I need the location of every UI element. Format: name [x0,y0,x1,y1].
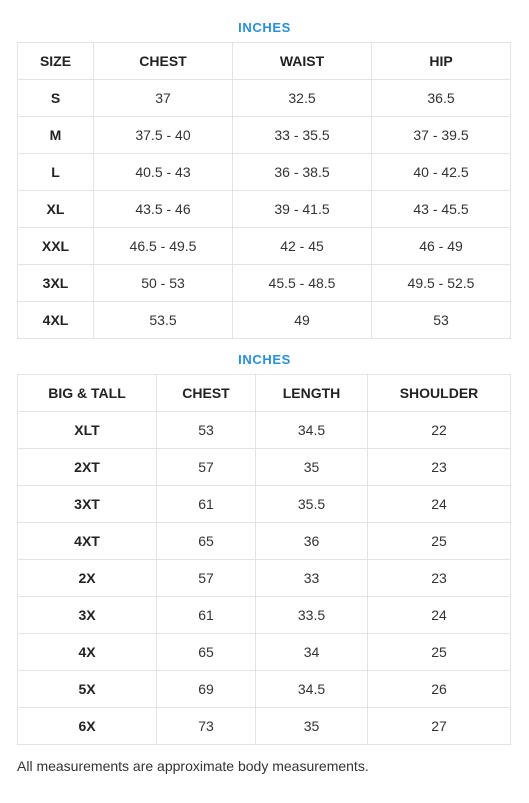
table-header-row [18,375,511,412]
measurement-cell: 23 [368,449,511,486]
table-row [18,412,511,449]
measurement-cell: 69 [157,671,256,708]
size-label-cell: L [18,154,94,191]
measurement-cell: 61 [157,486,256,523]
size-label-cell: 5X [18,671,157,708]
size-label-cell: S [18,80,94,117]
measurement-cell: 61 [157,597,256,634]
table-row [18,228,511,265]
standard-size-table [17,42,511,339]
size-label-cell: 6X [18,708,157,745]
measurement-cell: 34 [256,634,368,671]
column-header: CHEST [94,43,233,80]
measurement-cell: 35 [256,449,368,486]
size-label-cell: 3XL [18,265,94,302]
column-header: BIG & TALL [18,375,157,412]
measurement-cell: 36 - 38.5 [233,154,372,191]
table-row [18,486,511,523]
measurement-cell: 65 [157,523,256,560]
measurement-cell: 65 [157,634,256,671]
table-row [18,523,511,560]
table-row [18,597,511,634]
measurement-cell: 40.5 - 43 [94,154,233,191]
measurement-cell: 50 - 53 [94,265,233,302]
measurement-cell: 23 [368,560,511,597]
measurement-cell: 34.5 [256,412,368,449]
table-row [18,191,511,228]
measurement-cell: 37 - 39.5 [372,117,511,154]
measurement-cell: 27 [368,708,511,745]
measurement-cell: 34.5 [256,671,368,708]
column-header: CHEST [157,375,256,412]
column-header: HIP [372,43,511,80]
size-label-cell: 2XT [18,449,157,486]
column-header: SIZE [18,43,94,80]
measurement-cell: 25 [368,523,511,560]
measurement-cell: 25 [368,634,511,671]
table-row [18,708,511,745]
column-header: WAIST [233,43,372,80]
measurement-cell: 37 [94,80,233,117]
table-row [18,560,511,597]
measurement-cell: 39 - 41.5 [233,191,372,228]
table-row [18,449,511,486]
measurement-cell: 33 [256,560,368,597]
size-label-cell: XLT [18,412,157,449]
measurement-cell: 57 [157,560,256,597]
table2-unit-heading: INCHES [238,352,291,367]
measurement-cell: 43.5 - 46 [94,191,233,228]
measurement-cell: 45.5 - 48.5 [233,265,372,302]
measurement-cell: 24 [368,597,511,634]
measurement-cell: 53 [157,412,256,449]
table-row [18,634,511,671]
table-row [18,117,511,154]
size-label-cell: 4XL [18,302,94,339]
size-label-cell: 3XT [18,486,157,523]
column-header: LENGTH [256,375,368,412]
measurement-cell: 35.5 [256,486,368,523]
measurement-cell: 49.5 - 52.5 [372,265,511,302]
measurement-cell: 33 - 35.5 [233,117,372,154]
measurement-cell: 49 [233,302,372,339]
measurement-cell: 53.5 [94,302,233,339]
measurement-cell: 53 [372,302,511,339]
measurement-cell: 36 [256,523,368,560]
measurement-footnote: All measurements are approximate body measurements. [17,758,369,774]
measurement-cell: 26 [368,671,511,708]
measurement-cell: 46 - 49 [372,228,511,265]
measurement-cell: 46.5 - 49.5 [94,228,233,265]
size-label-cell: M [18,117,94,154]
table1-unit-heading: INCHES [238,20,291,35]
size-label-cell: XL [18,191,94,228]
measurement-cell: 42 - 45 [233,228,372,265]
table-row [18,302,511,339]
measurement-cell: 37.5 - 40 [94,117,233,154]
measurement-cell: 22 [368,412,511,449]
table-row [18,80,511,117]
measurement-cell: 43 - 45.5 [372,191,511,228]
measurement-cell: 36.5 [372,80,511,117]
size-label-cell: 3X [18,597,157,634]
measurement-cell: 73 [157,708,256,745]
measurement-cell: 57 [157,449,256,486]
measurement-cell: 32.5 [233,80,372,117]
size-label-cell: 4X [18,634,157,671]
column-header: SHOULDER [368,375,511,412]
measurement-cell: 35 [256,708,368,745]
table-row [18,265,511,302]
size-label-cell: 4XT [18,523,157,560]
size-label-cell: XXL [18,228,94,265]
table-row [18,671,511,708]
size-label-cell: 2X [18,560,157,597]
table-row [18,154,511,191]
measurement-cell: 40 - 42.5 [372,154,511,191]
table-header-row [18,43,511,80]
big-tall-size-table [17,374,511,745]
measurement-cell: 33.5 [256,597,368,634]
measurement-cell: 24 [368,486,511,523]
